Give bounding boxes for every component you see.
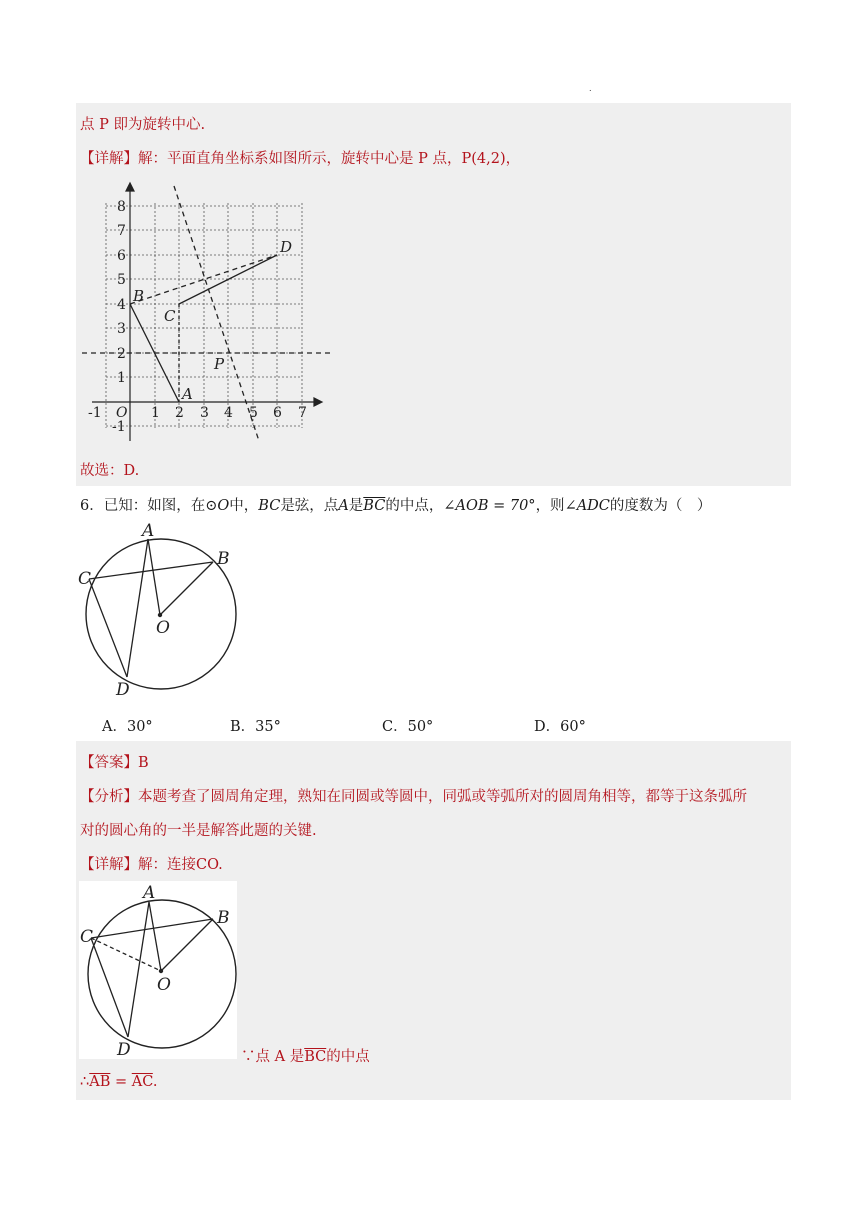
question-text-part: 是弦，点	[280, 498, 339, 514]
y-tick: -1	[112, 419, 126, 435]
axes	[92, 183, 322, 441]
page-dot: .	[589, 84, 592, 93]
x-tick: 7	[298, 405, 307, 421]
because-prefix: ∵点 A 是	[241, 1049, 305, 1065]
label-C: C	[164, 307, 176, 325]
label-C: C	[78, 569, 92, 589]
x-tick: 6	[273, 405, 282, 421]
option-b[interactable]: B．35°	[230, 719, 281, 735]
arc-AB: $\overline{AB}$	[89, 1074, 111, 1090]
label-B: B	[217, 908, 230, 928]
label-B: B	[133, 287, 145, 305]
label-O: O	[156, 618, 170, 638]
label-B: B	[217, 549, 230, 569]
y-tick: 4	[117, 297, 126, 313]
tick-labels	[88, 199, 307, 435]
math-arc-BC: $\overline{BC}$	[363, 498, 386, 514]
question-text-part: 的中点，	[385, 498, 444, 514]
y-axis-arrow	[126, 183, 134, 191]
y-tick: 3	[117, 321, 126, 337]
circle-symbol: ⊙	[205, 498, 218, 514]
label-P: P	[214, 355, 225, 373]
math-O: O	[217, 498, 230, 514]
x-tick: 2	[175, 405, 184, 421]
option-d[interactable]: D．60°	[534, 719, 586, 735]
analysis-line-2: 对的圆心角的一半是解答此题的关键.	[80, 823, 317, 839]
math-angle-adc: ∠ADC	[564, 498, 610, 514]
x-tick: 1	[151, 405, 160, 421]
circle-figure	[76, 522, 246, 702]
segment-OB	[160, 562, 213, 615]
center-dot	[158, 613, 162, 617]
y-tick: 8	[117, 199, 126, 215]
label-D: D	[280, 238, 293, 256]
label-A: A	[142, 522, 155, 541]
x-tick: 5	[249, 405, 258, 421]
because-line	[241, 1045, 370, 1066]
label-A: A	[143, 883, 156, 903]
chord-AD	[128, 902, 149, 1037]
y-tick: 2	[117, 346, 126, 362]
arc-AC: $\overline{AC}$	[131, 1074, 153, 1090]
because-suffix: 的中点	[326, 1049, 370, 1065]
solution-panel	[76, 741, 791, 1100]
arc-BC: $\overline{BC}$	[304, 1049, 327, 1065]
question-6	[80, 494, 711, 515]
option-c[interactable]: C．50°	[382, 719, 434, 735]
x-tick: -1	[88, 405, 102, 421]
segment-AO	[148, 539, 160, 615]
therefore-line	[80, 1074, 157, 1090]
prev-solution-detail: 【详解】解：平面直角坐标系如图所示，旋转中心是 P 点，P(4,2)，	[80, 151, 521, 167]
prev-solution-panel	[76, 103, 791, 486]
math-A: A	[338, 498, 349, 514]
question-text-part: 是	[348, 498, 364, 514]
segment-OB	[161, 919, 213, 971]
label-D: D	[117, 1040, 131, 1059]
center-dot	[159, 969, 163, 973]
question-number: 6．	[80, 498, 104, 514]
equals-sign: =	[110, 1074, 132, 1090]
chord-CD	[89, 579, 127, 677]
label-C: C	[80, 927, 94, 947]
chord-CB	[89, 562, 213, 579]
circle-O	[88, 900, 236, 1048]
y-tick: 1	[117, 370, 126, 386]
answer-line: 【答案】B	[80, 755, 149, 771]
label-D: D	[116, 680, 130, 700]
question-text-part: 中，	[229, 498, 259, 514]
y-tick: 7	[117, 223, 126, 239]
question-text-part: 的度数为（ ）	[609, 498, 712, 514]
option-a[interactable]: A．30°	[102, 719, 153, 735]
chord-CD	[91, 938, 128, 1037]
question-text-part: 已知：如图，在	[103, 498, 206, 514]
y-tick: 6	[117, 248, 126, 264]
question-text-part: ，则	[535, 498, 565, 514]
x-tick: 3	[200, 405, 209, 421]
analysis-line-1: 【分析】本题考查了圆周角定理，熟知在同圆或等圆中，同弧或等弧所对的圆周角相等，都等于这条弧所	[80, 789, 747, 805]
segment-BD	[130, 255, 277, 304]
point-labels	[132, 238, 292, 403]
coordinate-grid-figure	[82, 181, 372, 451]
detail-line: 【详解】解：连接CO.	[80, 857, 223, 873]
therefore-suffix: .	[152, 1074, 158, 1090]
label-A: A	[182, 385, 193, 403]
origin-label: O	[116, 405, 128, 421]
prev-solution-line1: 点 P 即为旋转中心.	[80, 117, 206, 133]
math-BC: BC	[258, 498, 281, 514]
prev-solution-answer: 故选：D.	[80, 463, 140, 479]
segment-AO	[149, 902, 161, 971]
x-axis-arrow	[314, 398, 322, 406]
y-tick: 5	[117, 272, 126, 288]
x-tick: 4	[224, 405, 233, 421]
chord-AD	[127, 539, 148, 677]
math-angle-aob: ∠AOB = 70°	[443, 498, 536, 514]
therefore-prefix: ∴	[80, 1074, 90, 1090]
solution-circle-figure	[79, 881, 237, 1059]
label-O: O	[157, 975, 171, 995]
